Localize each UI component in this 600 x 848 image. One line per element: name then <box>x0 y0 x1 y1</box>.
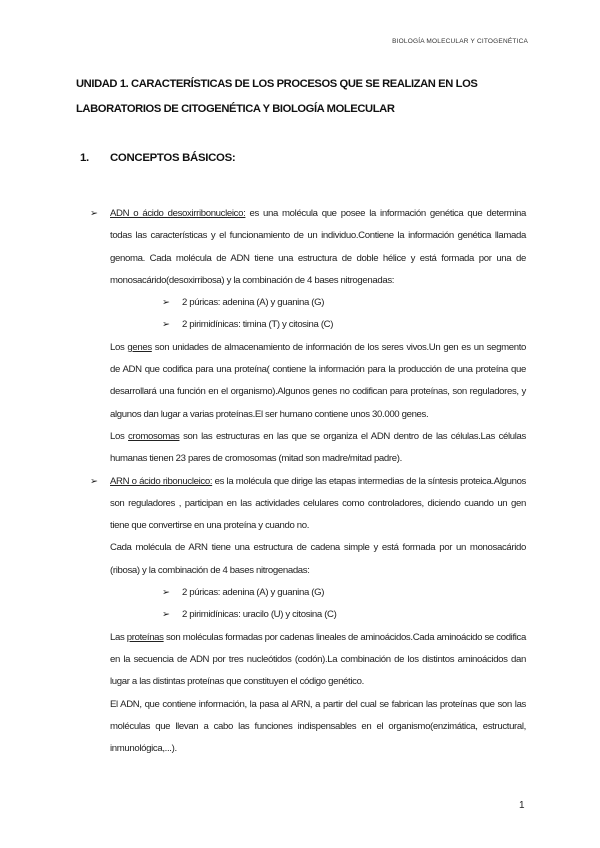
genes-paragraph <box>90 337 526 426</box>
adn-base-item <box>90 292 526 314</box>
genes-prefix: Los <box>110 341 128 353</box>
adn-term: ADN o ácido desoxirribonucleico: <box>110 208 246 219</box>
section-number: 1. <box>80 152 89 164</box>
arrow-bullet-icon: ➢ <box>162 609 170 621</box>
arrow-bullet-icon: ➢ <box>162 319 170 331</box>
chromosomes-text: son las estructuras en las que se organiza el ADN dentro de las células.Las células humanas tienen 23 pares de cromosomas (mitad son madre/mitad padre). <box>110 430 526 465</box>
proteins-prefix: Las <box>110 631 127 643</box>
arn-base-item <box>90 582 526 604</box>
page-number: 1 <box>519 800 525 811</box>
chromosomes-prefix: Los <box>110 430 129 442</box>
chromosomes-paragraph <box>90 426 526 471</box>
arn-base-text: 2 pirimidínicas: uracilo (U) y citosina (C) <box>182 609 337 621</box>
document-body <box>90 203 526 760</box>
arn-definition-text: es la molécula que dirige las etapas intermedias de la síntesis proteica.Algunos son reguladores , participan en las actividades celulares como controladores, diciendo cuando un gen tiene que convertirse en una proteína y cuando no. <box>110 475 527 532</box>
chromosomes-term: cromosomas <box>128 430 180 442</box>
arrow-bullet-icon: ➢ <box>90 475 98 487</box>
genes-term: genes <box>127 341 152 353</box>
arn-base-item <box>90 604 526 626</box>
running-header: BIOLOGÍA MOLECULAR Y CITOGENÉTICA <box>392 38 528 45</box>
unit-title: UNIDAD 1. CARACTERÍSTICAS DE LOS PROCESOS QUE SE REALIZAN EN LOS LABORATORIOS DE CITOGENÉTICA Y BIOLOGÍA MOLECULAR <box>76 78 478 115</box>
adn-base-text: 2 púricas: adenina (A) y guanina (G) <box>182 297 325 309</box>
arn-base-text: 2 púricas: adenina (A) y guanina (G) <box>182 587 325 599</box>
section-heading <box>80 152 235 164</box>
adn-definition-text: es una molécula que posee la información genética que determina todas las características y el funcionamiento de un individuo.Contiene la información genética llamada genoma. Cada molécula de ADN tiene una estructura de doble hélice y está formada por una de monosacárido(desoxirribosa) y la combinación de 4 bases nitrogenadas: <box>110 208 526 286</box>
adn-base-text: 2 pirimidínicas: timina (T) y citosina (C) <box>182 319 334 331</box>
arn-definition <box>90 471 526 538</box>
arrow-bullet-icon: ➢ <box>162 587 170 599</box>
proteins-text: son moléculas formadas por cadenas lineales de aminoácidos.Cada aminoácido se codifica en la secuencia de ADN por tres nucleótidos (codón).La combinación de los distintos aminoácidos dan lugar a las distintas proteínas que constituyen el código genético. <box>110 631 526 688</box>
section-heading-text: CONCEPTOS BÁSICOS: <box>110 152 236 164</box>
arrow-bullet-icon: ➢ <box>162 297 170 309</box>
proteins-term: proteínas <box>126 631 164 643</box>
adn-base-item <box>90 314 526 336</box>
arrow-bullet-icon: ➢ <box>90 208 98 219</box>
proteins-paragraph <box>90 627 526 694</box>
arn-structure-paragraph: Cada molécula de ARN tiene una estructura de cadena simple y está formada por un monosacárido (ribosa) y la combinación de 4 bases nitrogenadas: <box>110 542 526 576</box>
adn-definition <box>90 203 526 292</box>
genes-text: son unidades de almacenamiento de información de los seres vivos.Un gen es un segmento de ADN que codifica para una proteína( contiene la información para la producción de una proteína que desarrollará una función en el organismo).Algunos genes no codifican para proteínas, son reguladores, y algunos dan lugar a varias proteínas.El ser humano contiene unos 30.000 genes. <box>110 341 527 420</box>
arn-term: ARN o ácido ribonucleico: <box>110 475 213 487</box>
closing-paragraph: El ADN, que contiene información, la pasa al ARN, a partir del cual se fabrican las proteínas que son las moléculas que llevan a cabo las funciones indispensables en el organismo(enzimática, estructural, inmunológica,...). <box>110 698 526 755</box>
